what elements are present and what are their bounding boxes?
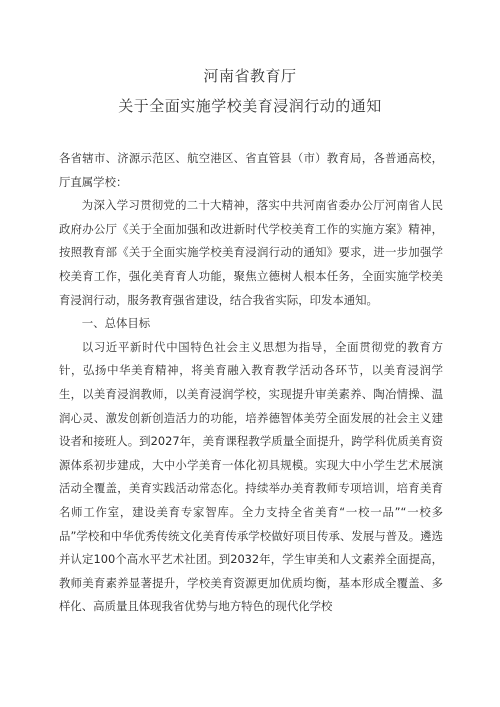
intro-paragraph: 为深入学习贯彻党的二十大精神，落实中共河南省委办公厅河南省人民政府办公厅《关于全面加强和改进新时代学校美育工作的实施方案》精神，按照教育部《关于全面实施学校美育浸润行动的通知》要求，进一步加强学校美育工作，强化美育育人功能，聚焦立德树人根本任务，全面实施学校美育浸润行动，服务教育强省建设，结合我省实际，印发本通知。 <box>59 198 443 307</box>
salutation: 各省辖市、济源示范区、航空港区、省直管县（市）教育局，各普通高校，厅直属学校： <box>59 151 443 189</box>
section-heading: 一、总体目标 <box>81 316 151 331</box>
document-title: 关于全面实施学校美育浸润行动的通知 <box>118 97 382 115</box>
document-body <box>59 147 443 619</box>
issuer-name: 河南省教育厅 <box>203 67 297 85</box>
section-paragraph: 以习近平新时代中国特色社会主义思想为指导，全面贯彻党的教育方针，弘扬中华美育精神，将美育融入教育教学活动各环节，以美育浸润学生，以美育浸润教师，以美育浸润学校，实现提升审美素养、陶冶情操、温润心灵、激发创新创造活力的功能，培养德智体美劳全面发展的社会主义建设者和接班人。到2027年，美育课程教学质量全面提升，跨学科优质美育资源体系初步建成，大中小学美育一体化初具规模。实现大中小学生艺术展演活动全覆盖，美育实践活动常态化。持续举办美育教师专项培训，培育美育名师工作室，建设美育专家智库。全力支持全省美育“一校一品”“一校多品”学校和中华优秀传统文化美育传承学校做好项目传承、发展与普及。遴选并认定100个高水平艺术社团。到2032年，学生审美和人文素养全面提高，教师美育素养显著提升，学校美育资源更加优质均衡，基本形成全覆盖、多样化、高质量且体现我省优势与地方特色的现代化学校 <box>59 339 443 614</box>
